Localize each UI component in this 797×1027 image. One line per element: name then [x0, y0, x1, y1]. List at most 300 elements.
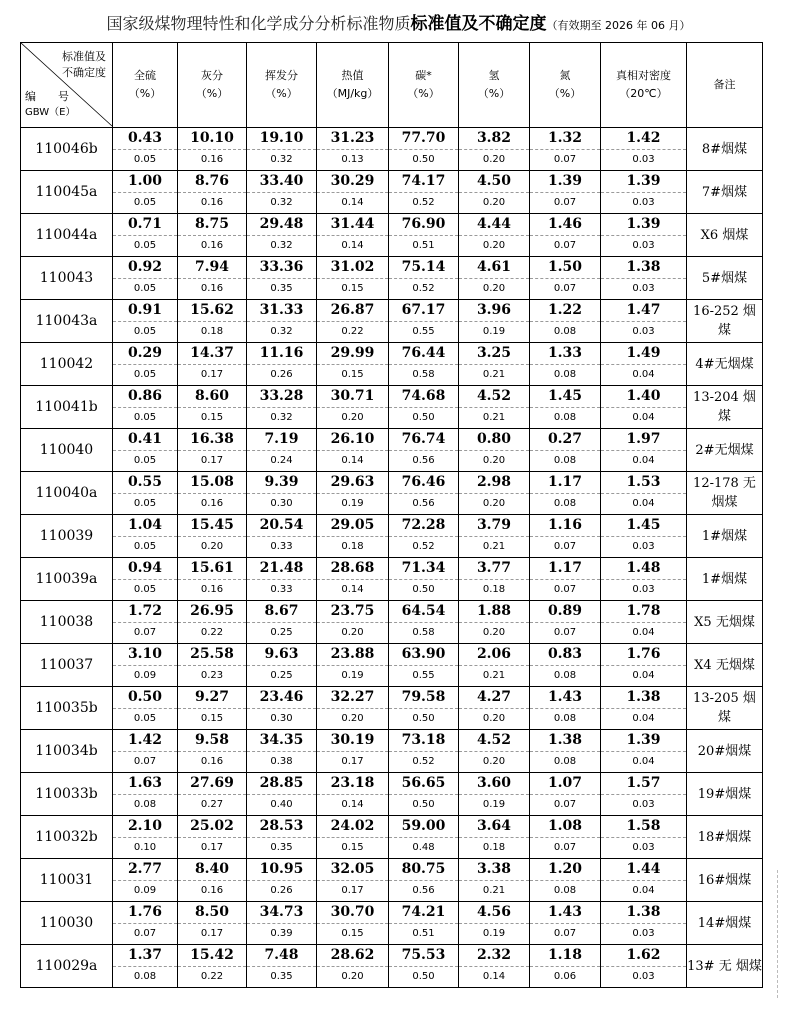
standard-value: 1.88 [459, 601, 529, 623]
remark-cell: 13-205 烟煤 [687, 687, 763, 730]
sample-code-cell: 110032b [21, 816, 113, 859]
sample-code-cell: 110031 [21, 859, 113, 902]
standard-value: 64.54 [389, 601, 458, 623]
uncertainty-value: 0.21 [482, 541, 506, 552]
sample-code-cell: 110040a [21, 472, 113, 515]
value-cell [601, 730, 687, 773]
standard-value: 7.19 [247, 429, 316, 451]
uncertainty-value: 0.50 [412, 713, 435, 724]
value-cell [601, 601, 687, 644]
table-row [21, 386, 763, 429]
value-cell [389, 601, 459, 644]
uncertainty-value: 0.21 [482, 670, 506, 681]
value-cell [389, 257, 459, 300]
standard-value: 27.69 [178, 773, 246, 795]
uncertainty-value: 0.17 [341, 885, 364, 896]
uncertainty-value: 0.04 [632, 455, 655, 466]
standard-value: 29.63 [317, 472, 388, 494]
sample-code-cell: 110034b [21, 730, 113, 773]
uncertainty-value: 0.25 [270, 627, 293, 638]
uncertainty-value: 0.10 [133, 842, 157, 853]
value-cell [247, 515, 317, 558]
uncertainty-value: 0.32 [270, 197, 293, 208]
uncertainty-value: 0.20 [482, 627, 506, 638]
standard-value: 3.82 [459, 128, 529, 150]
value-cell [459, 558, 530, 601]
uncertainty-value: 0.38 [270, 756, 293, 767]
standard-value: 71.34 [389, 558, 458, 580]
standard-value: 1.17 [530, 472, 600, 494]
uncertainty-value: 0.05 [133, 713, 157, 724]
value-cell [317, 730, 389, 773]
uncertainty-value: 0.18 [482, 584, 506, 595]
uncertainty-value: 0.20 [482, 240, 506, 251]
standard-value: 74.17 [389, 171, 458, 193]
uncertainty-value: 0.20 [200, 541, 224, 552]
uncertainty-value: 0.07 [553, 842, 577, 853]
uncertainty-value: 0.19 [482, 326, 506, 337]
uncertainty-value: 0.51 [412, 928, 435, 939]
standard-value: 1.07 [530, 773, 600, 795]
sample-code-cell: 110033b [21, 773, 113, 816]
uncertainty-value: 0.08 [133, 971, 157, 982]
standard-value: 1.39 [601, 171, 686, 193]
standard-value: 1.04 [113, 515, 177, 537]
corner-top-label: 标准值及 不确定度 [62, 50, 106, 79]
uncertainty-value: 0.04 [632, 756, 655, 767]
standard-value: 1.20 [530, 859, 600, 881]
uncertainty-value: 0.05 [133, 240, 157, 251]
value-cell [601, 773, 687, 816]
value-cell [317, 386, 389, 429]
standard-value: 29.05 [317, 515, 388, 537]
value-cell [459, 859, 530, 902]
standard-value: 30.19 [317, 730, 388, 752]
uncertainty-value: 0.03 [632, 541, 655, 552]
standard-value: 1.97 [601, 429, 686, 451]
standard-value: 8.60 [178, 386, 246, 408]
value-cell [459, 816, 530, 859]
value-cell [113, 429, 178, 472]
standard-value: 8.67 [247, 601, 316, 623]
table-row [21, 128, 763, 171]
uncertainty-value: 0.30 [270, 713, 293, 724]
sample-code-cell: 110046b [21, 128, 113, 171]
value-cell [530, 558, 601, 601]
value-cell [601, 300, 687, 343]
value-cell [178, 128, 247, 171]
uncertainty-value: 0.16 [200, 197, 224, 208]
uncertainty-value: 0.16 [200, 283, 224, 294]
uncertainty-value: 0.14 [341, 240, 364, 251]
col-header-nitrogen: 氮 （%） [530, 43, 601, 128]
table-row [21, 816, 763, 859]
col-header-density: 真相对密度 （20℃） [601, 43, 687, 128]
value-cell [530, 214, 601, 257]
uncertainty-value: 0.08 [553, 713, 577, 724]
uncertainty-value: 0.04 [632, 412, 655, 423]
standard-value: 1.44 [601, 859, 686, 881]
standard-value: 29.99 [317, 343, 388, 365]
value-cell [459, 644, 530, 687]
standard-value: 23.75 [317, 601, 388, 623]
uncertainty-value: 0.50 [412, 584, 435, 595]
uncertainty-value: 0.14 [482, 971, 506, 982]
uncertainty-value: 0.08 [133, 799, 157, 810]
value-cell [317, 128, 389, 171]
table-row [21, 687, 763, 730]
uncertainty-value: 0.07 [553, 197, 577, 208]
uncertainty-value: 0.19 [341, 670, 364, 681]
standard-value: 15.62 [178, 300, 246, 322]
value-cell [601, 687, 687, 730]
uncertainty-value: 0.24 [270, 455, 293, 466]
value-cell [389, 171, 459, 214]
col-header-remarks: 备注 [687, 43, 763, 128]
uncertainty-value: 0.07 [553, 541, 577, 552]
standard-value: 26.87 [317, 300, 388, 322]
value-cell [113, 859, 178, 902]
value-cell [247, 687, 317, 730]
value-cell [317, 644, 389, 687]
standard-value: 7.48 [247, 945, 316, 967]
table-row [21, 257, 763, 300]
value-cell [530, 343, 601, 386]
standard-value: 4.44 [459, 214, 529, 236]
standard-value: 4.27 [459, 687, 529, 709]
uncertainty-value: 0.20 [482, 498, 506, 509]
uncertainty-value: 0.50 [412, 412, 435, 423]
sample-code-cell: 110038 [21, 601, 113, 644]
standard-value: 73.18 [389, 730, 458, 752]
uncertainty-value: 0.22 [200, 971, 224, 982]
uncertainty-value: 0.05 [133, 412, 157, 423]
uncertainty-value: 0.22 [341, 326, 364, 337]
table-row [21, 515, 763, 558]
remark-cell: 2#无烟煤 [687, 429, 763, 472]
value-cell [459, 601, 530, 644]
standard-value: 1.43 [530, 687, 600, 709]
value-cell [178, 558, 247, 601]
uncertainty-value: 0.20 [482, 756, 506, 767]
value-cell [601, 558, 687, 601]
value-cell [530, 171, 601, 214]
standard-value: 1.50 [530, 257, 600, 279]
value-cell [317, 343, 389, 386]
value-cell [113, 644, 178, 687]
uncertainty-value: 0.50 [412, 154, 435, 165]
standard-value: 76.74 [389, 429, 458, 451]
standard-value: 29.48 [247, 214, 316, 236]
uncertainty-value: 0.07 [553, 799, 577, 810]
uncertainty-value: 0.09 [133, 885, 157, 896]
value-cell [459, 343, 530, 386]
standard-value: 2.77 [113, 859, 177, 881]
header-row [21, 43, 763, 128]
value-cell [247, 816, 317, 859]
value-cell [178, 687, 247, 730]
uncertainty-value: 0.07 [133, 627, 157, 638]
value-cell [389, 859, 459, 902]
standard-value: 0.80 [459, 429, 529, 451]
standard-value: 8.50 [178, 902, 246, 924]
value-cell [530, 730, 601, 773]
standard-value: 24.02 [317, 816, 388, 838]
standard-value: 1.76 [113, 902, 177, 924]
uncertainty-value: 0.05 [133, 498, 157, 509]
uncertainty-value: 0.25 [270, 670, 293, 681]
corner-header-cell [21, 43, 113, 128]
standard-value: 15.42 [178, 945, 246, 967]
standard-value: 15.45 [178, 515, 246, 537]
value-cell [178, 816, 247, 859]
uncertainty-value: 0.21 [482, 412, 506, 423]
table-row [21, 945, 763, 988]
value-cell [317, 171, 389, 214]
standard-value: 1.42 [601, 128, 686, 150]
value-cell [247, 171, 317, 214]
value-cell [459, 945, 530, 988]
standard-value: 1.39 [601, 214, 686, 236]
value-cell [247, 902, 317, 945]
uncertainty-value: 0.18 [200, 326, 224, 337]
value-cell [178, 472, 247, 515]
value-cell [317, 300, 389, 343]
standard-value: 1.38 [530, 730, 600, 752]
standard-value: 25.58 [178, 644, 246, 666]
standard-value: 0.86 [113, 386, 177, 408]
uncertainty-value: 0.20 [482, 713, 506, 724]
uncertainty-value: 0.03 [632, 283, 655, 294]
value-cell [113, 773, 178, 816]
uncertainty-value: 0.32 [270, 154, 293, 165]
standard-value: 1.53 [601, 472, 686, 494]
standard-value: 31.44 [317, 214, 388, 236]
standard-value: 0.43 [113, 128, 177, 150]
standard-value: 28.68 [317, 558, 388, 580]
standard-value: 23.46 [247, 687, 316, 709]
uncertainty-value: 0.26 [270, 885, 293, 896]
uncertainty-value: 0.17 [200, 928, 224, 939]
corner-gbw-label: GBW（E） [25, 107, 76, 118]
value-cell [389, 902, 459, 945]
standard-value: 4.61 [459, 257, 529, 279]
standard-value: 1.48 [601, 558, 686, 580]
uncertainty-value: 0.08 [553, 369, 577, 380]
standard-value: 0.83 [530, 644, 600, 666]
uncertainty-value: 0.20 [341, 971, 364, 982]
value-cell [530, 515, 601, 558]
uncertainty-value: 0.30 [270, 498, 293, 509]
uncertainty-value: 0.06 [553, 971, 577, 982]
uncertainty-value: 0.05 [133, 154, 157, 165]
standard-value: 1.39 [530, 171, 600, 193]
uncertainty-value: 0.20 [341, 627, 364, 638]
uncertainty-value: 0.48 [412, 842, 435, 853]
standard-value: 9.39 [247, 472, 316, 494]
value-cell [459, 214, 530, 257]
value-cell [459, 515, 530, 558]
uncertainty-value: 0.08 [553, 670, 577, 681]
remark-cell: 5#烟煤 [687, 257, 763, 300]
standard-value: 2.98 [459, 472, 529, 494]
value-cell [113, 257, 178, 300]
value-cell [459, 257, 530, 300]
value-cell [530, 816, 601, 859]
standard-value: 15.08 [178, 472, 246, 494]
standard-value: 67.17 [389, 300, 458, 322]
standard-value: 33.36 [247, 257, 316, 279]
uncertainty-value: 0.03 [632, 197, 655, 208]
uncertainty-value: 0.21 [482, 885, 506, 896]
uncertainty-value: 0.19 [482, 928, 506, 939]
uncertainty-value: 0.05 [133, 369, 157, 380]
uncertainty-value: 0.17 [200, 842, 224, 853]
document-title [0, 9, 797, 34]
uncertainty-value: 0.08 [553, 498, 577, 509]
value-cell [247, 945, 317, 988]
remark-cell: 1#烟煤 [687, 558, 763, 601]
table-row [21, 859, 763, 902]
standard-value: 9.63 [247, 644, 316, 666]
standard-value: 75.14 [389, 257, 458, 279]
value-cell [247, 343, 317, 386]
sample-code-cell: 110029a [21, 945, 113, 988]
value-cell [178, 214, 247, 257]
uncertainty-value: 0.03 [632, 240, 655, 251]
value-cell [247, 730, 317, 773]
standard-value: 30.71 [317, 386, 388, 408]
value-cell [601, 128, 687, 171]
uncertainty-value: 0.04 [632, 369, 655, 380]
uncertainty-value: 0.16 [200, 498, 224, 509]
col-header-ash: 灰分 （%） [178, 43, 247, 128]
remark-cell: X6 烟煤 [687, 214, 763, 257]
uncertainty-value: 0.14 [341, 197, 364, 208]
value-cell [530, 945, 601, 988]
standard-value: 28.85 [247, 773, 316, 795]
value-cell [601, 945, 687, 988]
page-edge-guide [777, 870, 778, 998]
table-row [21, 902, 763, 945]
table-row [21, 558, 763, 601]
uncertainty-value: 0.17 [200, 369, 224, 380]
value-cell [113, 300, 178, 343]
standard-value: 34.73 [247, 902, 316, 924]
standard-value: 3.25 [459, 343, 529, 365]
value-cell [113, 386, 178, 429]
title-validity-note: （有效期至 2026 年 06 月） [546, 19, 691, 32]
table-row [21, 343, 763, 386]
standard-value: 1.16 [530, 515, 600, 537]
value-cell [247, 644, 317, 687]
value-cell [178, 515, 247, 558]
standard-value: 28.53 [247, 816, 316, 838]
uncertainty-value: 0.58 [412, 627, 435, 638]
standard-value: 26.95 [178, 601, 246, 623]
value-cell [530, 128, 601, 171]
uncertainty-value: 0.22 [200, 627, 224, 638]
uncertainty-value: 0.55 [412, 670, 435, 681]
uncertainty-value: 0.15 [341, 842, 364, 853]
value-cell [113, 558, 178, 601]
value-cell [113, 214, 178, 257]
remark-cell: 20#烟煤 [687, 730, 763, 773]
uncertainty-value: 0.08 [553, 326, 577, 337]
uncertainty-value: 0.03 [632, 154, 655, 165]
standard-value: 3.38 [459, 859, 529, 881]
value-cell [389, 945, 459, 988]
standard-value: 4.50 [459, 171, 529, 193]
standard-value: 3.77 [459, 558, 529, 580]
value-cell [247, 558, 317, 601]
table-row [21, 472, 763, 515]
uncertainty-value: 0.35 [270, 971, 293, 982]
standard-value: 0.91 [113, 300, 177, 322]
value-cell [459, 472, 530, 515]
standard-value: 20.54 [247, 515, 316, 537]
value-cell [178, 429, 247, 472]
uncertainty-value: 0.05 [133, 584, 157, 595]
uncertainty-value: 0.32 [270, 412, 293, 423]
title-main: 国家级煤物理特性和化学成分分析标准物质 [106, 14, 411, 33]
col-header-volatile: 挥发分 （%） [247, 43, 317, 128]
value-cell [113, 343, 178, 386]
sample-code-cell: 110043 [21, 257, 113, 300]
uncertainty-value: 0.50 [412, 971, 435, 982]
value-cell [113, 171, 178, 214]
standard-value: 1.37 [113, 945, 177, 967]
standard-value: 76.90 [389, 214, 458, 236]
value-cell [601, 171, 687, 214]
value-cell [601, 343, 687, 386]
value-cell [247, 386, 317, 429]
value-cell [178, 300, 247, 343]
standard-value: 1.39 [601, 730, 686, 752]
standard-value: 1.63 [113, 773, 177, 795]
uncertainty-value: 0.04 [632, 670, 655, 681]
standard-value: 1.46 [530, 214, 600, 236]
remark-cell: 12-178 无烟煤 [687, 472, 763, 515]
value-cell [601, 257, 687, 300]
remark-cell: 16-252 烟煤 [687, 300, 763, 343]
uncertainty-value: 0.07 [133, 756, 157, 767]
standard-value: 1.32 [530, 128, 600, 150]
standard-value: 2.32 [459, 945, 529, 967]
uncertainty-value: 0.07 [553, 154, 577, 165]
standard-value: 10.95 [247, 859, 316, 881]
uncertainty-value: 0.16 [200, 584, 224, 595]
standard-value: 28.62 [317, 945, 388, 967]
standard-value: 72.28 [389, 515, 458, 537]
uncertainty-value: 0.17 [341, 756, 364, 767]
value-cell [317, 816, 389, 859]
value-cell [113, 730, 178, 773]
uncertainty-value: 0.08 [553, 885, 577, 896]
standard-value: 1.40 [601, 386, 686, 408]
uncertainty-value: 0.03 [632, 799, 655, 810]
value-cell [389, 515, 459, 558]
table-row [21, 601, 763, 644]
uncertainty-value: 0.35 [270, 283, 293, 294]
standard-value: 1.72 [113, 601, 177, 623]
value-cell [113, 816, 178, 859]
value-cell [601, 902, 687, 945]
sample-code-cell: 110044a [21, 214, 113, 257]
uncertainty-value: 0.15 [341, 283, 364, 294]
value-cell [317, 773, 389, 816]
uncertainty-value: 0.16 [200, 240, 224, 251]
